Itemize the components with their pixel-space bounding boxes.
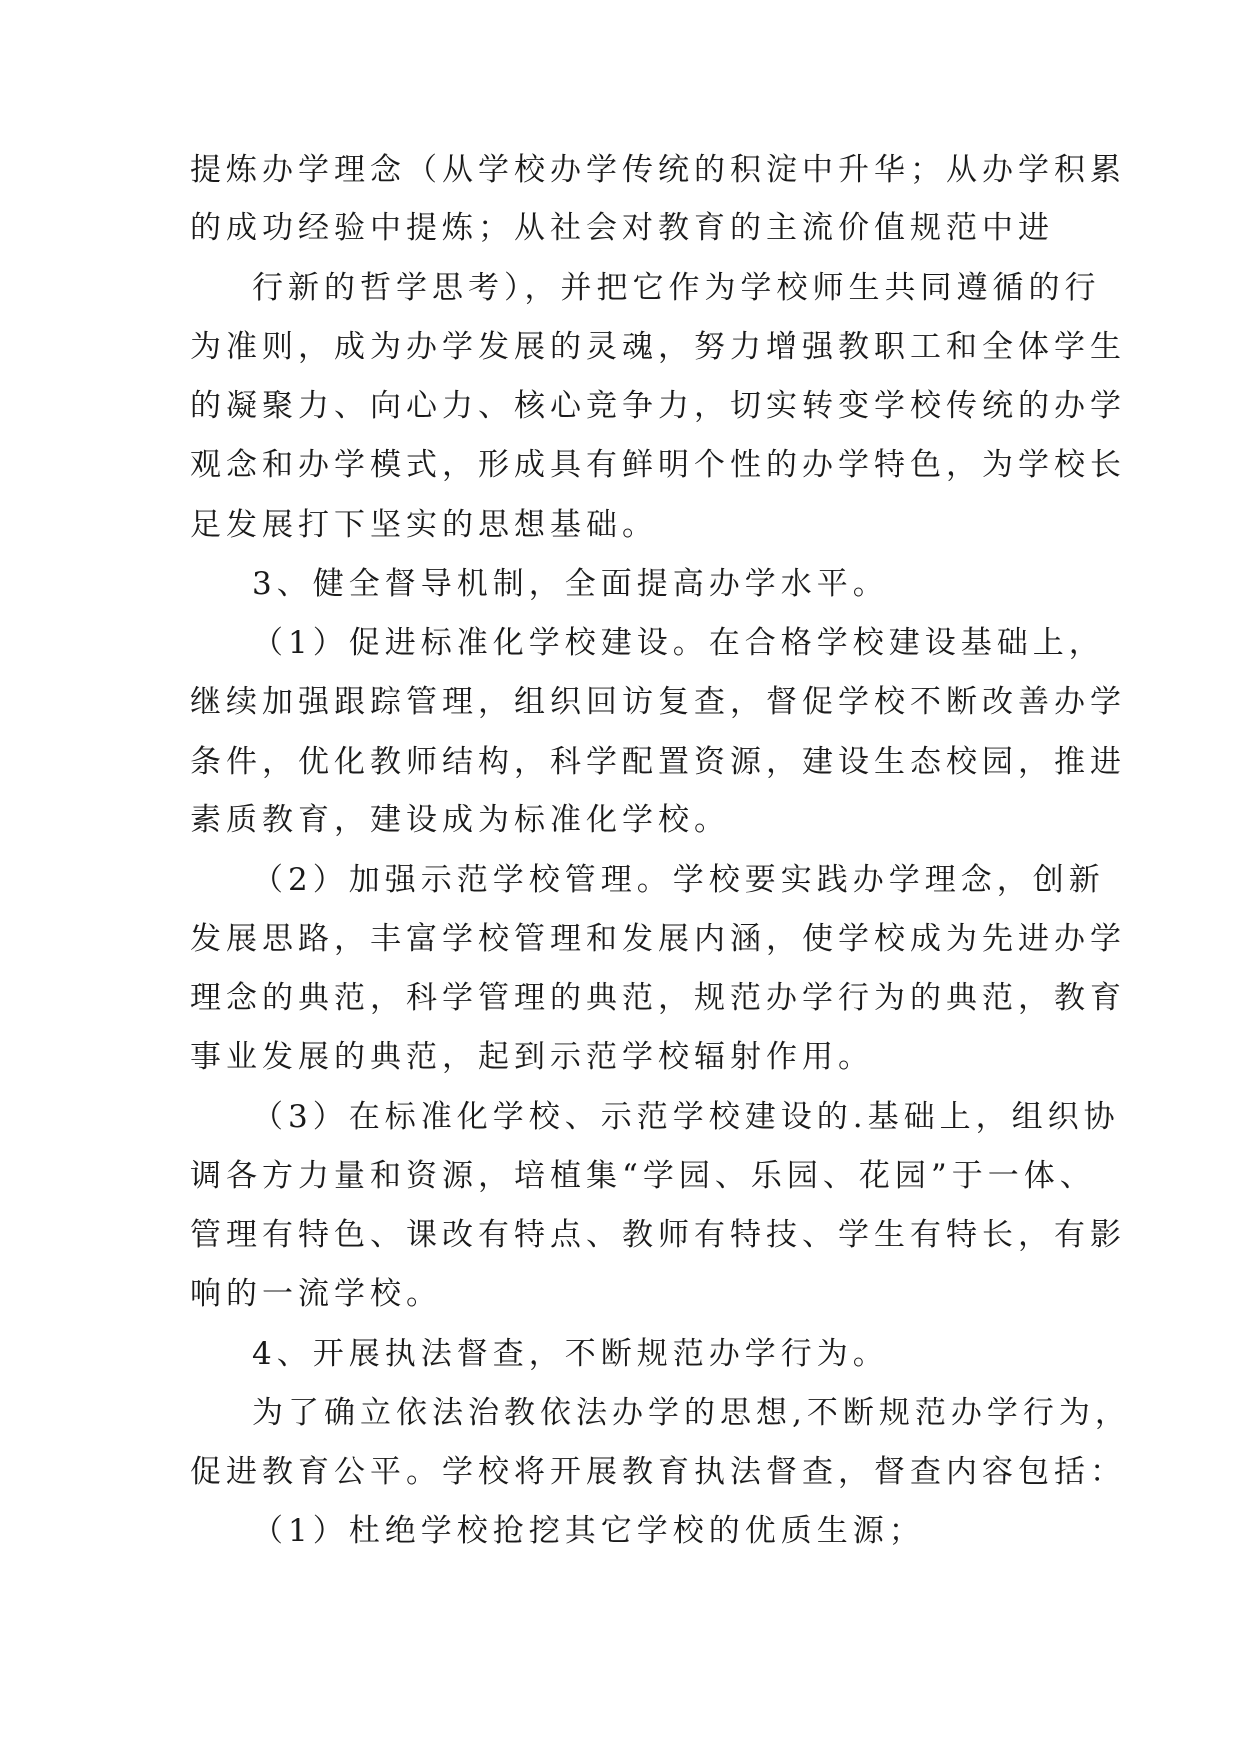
text-line: （2）加强示范学校管理。学校要实践办学理念，创新 (252, 862, 1105, 898)
text-line: 的成功经验中提炼；从社会对教育的主流价值规范中进 (190, 210, 1054, 246)
text-line: 行新的哲学思考），并把它作为学校师生共同遵循的行 (252, 270, 1101, 306)
text-line: 条件，优化教师结构，科学配置资源，建设生态校园，推进 (190, 744, 1126, 780)
section-heading: 4、开展执法督查，不断规范办学行为。 (252, 1336, 889, 1372)
text-line: 响的一流学校。 (190, 1276, 442, 1312)
text-line: 素质教育，建设成为标准化学校。 (190, 802, 730, 838)
text-line: 管理有特色、课改有特点、教师有特技、学生有特长，有影 (190, 1217, 1126, 1253)
text-line: 发展思路，丰富学校管理和发展内涵，使学校成为先进办学 (190, 921, 1126, 957)
text-line: （3）在标准化学校、示范学校建设的.基础上，组织协 (252, 1099, 1120, 1135)
text-line: 为准则，成为办学发展的灵魂，努力增强教职工和全体学生 (190, 329, 1126, 365)
text-line: 事业发展的典范，起到示范学校辐射作用。 (190, 1039, 874, 1075)
text-line: 提炼办学理念（从学校办学传统的积淀中升华；从办学积累 (190, 152, 1126, 188)
text-line: （1）促进标准化学校建设。在合格学校建设基础上， (252, 625, 1105, 661)
text-line: 促进教育公平。学校将开展教育执法督查，督查内容包括： (190, 1454, 1126, 1490)
text-line: 观念和办学模式，形成具有鲜明个性的办学特色，为学校长 (190, 447, 1126, 483)
text-line: 继续加强跟踪管理，组织回访复查，督促学校不断改善办学 (190, 684, 1126, 720)
text-line: 的凝聚力、向心力、核心竞争力，切实转变学校传统的办学 (190, 388, 1126, 424)
section-heading: 3、健全督导机制，全面提高办学水平。 (252, 566, 889, 602)
text-line: 为了确立依法治教依法办学的思想,不断规范办学行为， (252, 1395, 1131, 1431)
text-line: 调各方力量和资源，培植集“学园、乐园、花园”于一体、 (190, 1158, 1096, 1194)
text-line: （1）杜绝学校抢挖其它学校的优质生源； (252, 1513, 925, 1549)
text-line: 足发展打下坚实的思想基础。 (190, 507, 658, 543)
text-line: 理念的典范，科学管理的典范，规范办学行为的典范，教育 (190, 980, 1126, 1016)
